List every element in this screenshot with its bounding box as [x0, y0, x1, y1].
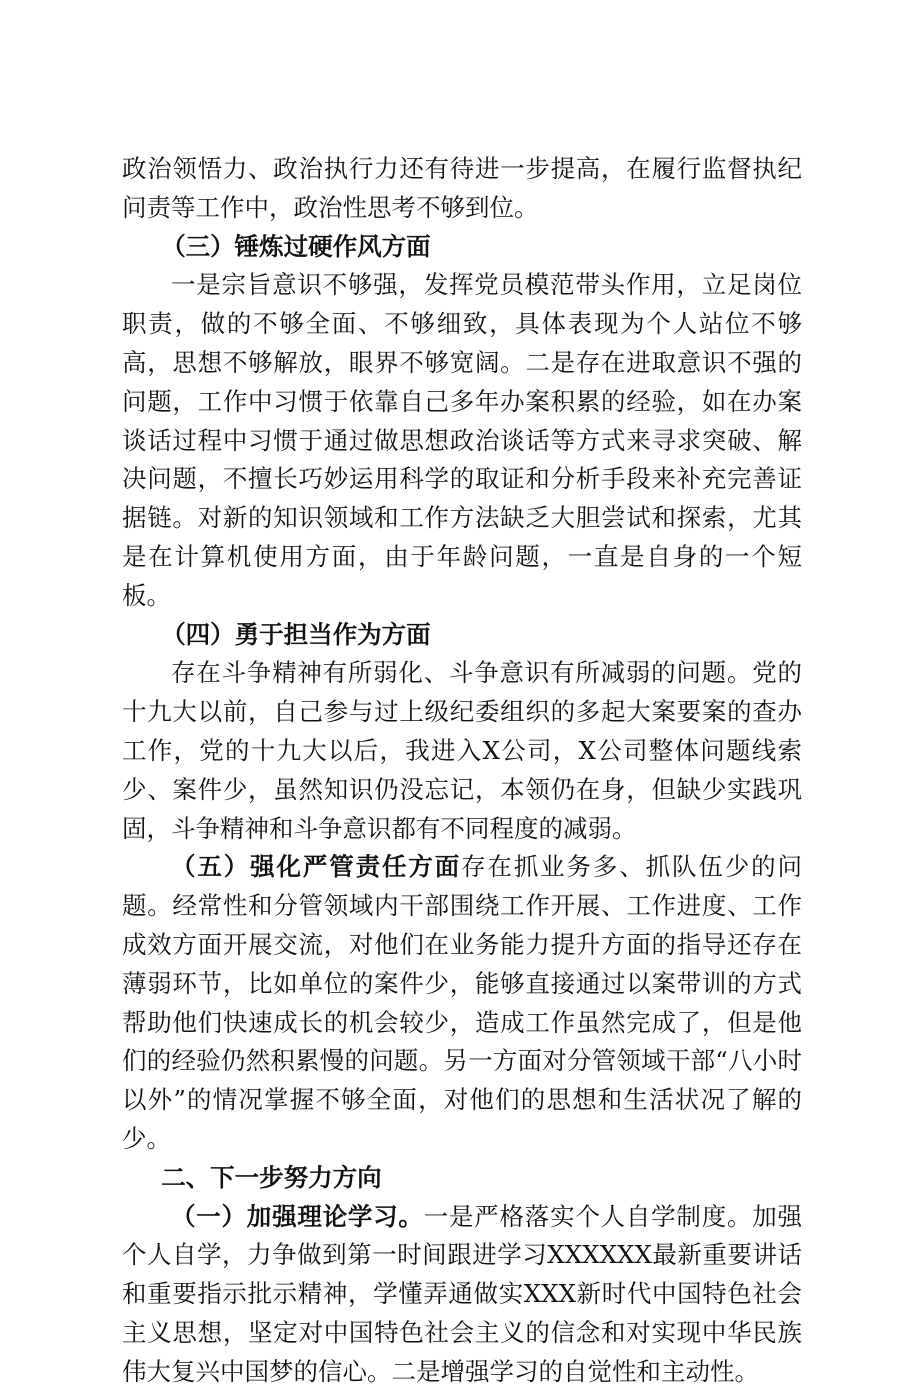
- section-heading-theory-study: （一）加强理论学习。: [171, 1201, 424, 1231]
- section-heading-responsibility: （四）勇于担当作为方面: [161, 619, 431, 649]
- paragraph-work-style: 一是宗旨意识不够强，发挥党员模范带头作用，立足岗位职责，做的不够全面、不够细致，具体表现为个人站位不够高，思想不够解放，眼界不够宽阔。二是存在进取意识不强的问题，工作中习惯于依靠自己多年办案积累的经验，如在办案谈话过程中习惯于通过做思想政治谈话等方式来寻求突破、解决问题，不擅长巧妙运用科学的取证和分析手段来补充完善证据链。对新的知识领域和工作方法缺乏大胆尝试和探索，尤其是在计算机使用方面，由于年龄问题，一直是自身的一个短板。: [122, 270, 802, 610]
- section-heading-strict-management: （五）强化严管责任方面: [171, 852, 462, 882]
- chapter-heading-next-steps: 二、下一步努力方向: [161, 1162, 382, 1192]
- paragraph-responsibility: 存在斗争精神有所弱化、斗争意识有所减弱的问题。党的十九大以前，自己参与过上级纪委组织的多起大案要案的查办工作，党的十九大以后，我进入X公司，X公司整体问题线索少、案件少，虽然知识仍没忘记，本领仍在身，但缺少实践巩固，斗争精神和斗争意识都有不同程度的减弱。: [122, 658, 802, 843]
- document-body: [122, 150, 802, 1392]
- section-heading-work-style: （三）锤炼过硬作风方面: [161, 231, 431, 261]
- paragraph-strict-management: [122, 848, 802, 1158]
- paragraph-strict-management-text: 存在抓业务多、抓队伍少的问题。经常性和分管领域内干部围绕工作开展、工作进度、工作成效方面开展交流，对他们在业务能力提升方面的指导还存在薄弱环节，比如单位的案件少，能够直接通过以案带训的方式帮助他们快速成长的机会较少，造成工作虽然完成了，但是他们的经验仍然积累慢的问题。另一方面对分管领域干部“八小时以外”的情况掌握不够全面，对他们的思想和生活状况了解的少。: [122, 852, 803, 1153]
- paragraph-theory-study-text: 一是严格落实个人自学制度。加强个人自学，力争做到第一时间跟进学习XXXXXX最新重要讲话和重要指示批示精神，学懂弄通做实XXX新时代中国特色社会主义思想，坚定对中国特色社会主义的信念和对实现中华民族伟大复兴中国梦的信心。二是增强学习的自觉性和主动性。: [122, 1201, 803, 1386]
- paragraph-political-awareness: 政治领悟力、政治执行力还有待进一步提高，在履行监督执纪问责等工作中，政治性思考不够到位。: [122, 154, 802, 222]
- paragraph-theory-study: [122, 1198, 802, 1392]
